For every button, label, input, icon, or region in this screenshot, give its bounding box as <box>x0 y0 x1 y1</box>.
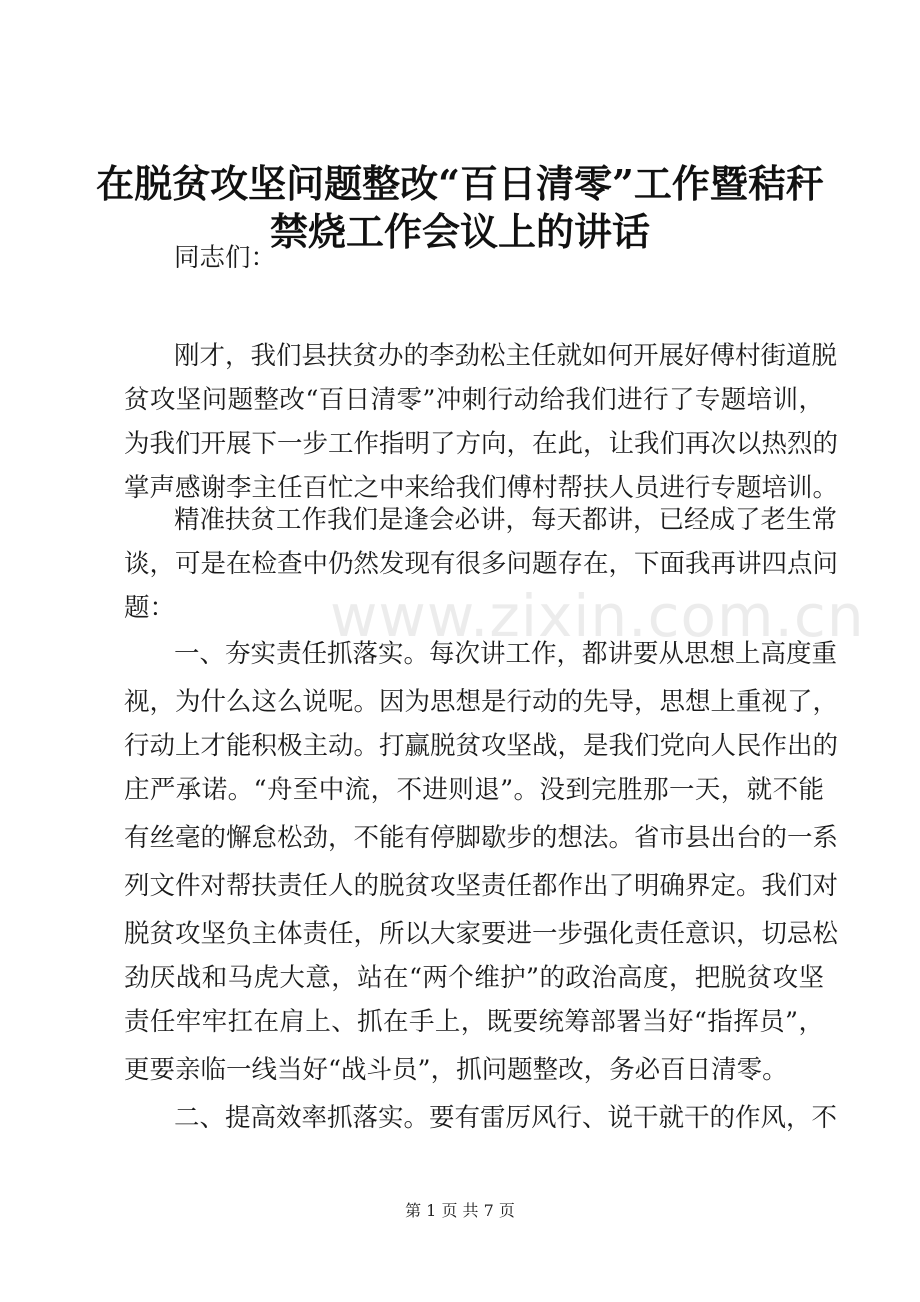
paragraph-1-line-3: 为我们开展下一步工作指明了方向，在此，让我们再次以热烈的 <box>124 429 839 459</box>
paragraph-3-line-7: 脱贫攻坚负主体责任，所以大家要进一步强化责任意识，切忌松 <box>124 919 839 949</box>
title-line-2: 禁烧工作会议上的讲话 <box>269 209 650 254</box>
paragraph-2-line-1: 精准扶贫工作我们是逢会必讲，每天都讲，已经成了老生常 <box>174 505 838 535</box>
paragraph-2-line-2: 谈，可是在检查中仍然发现有很多问题存在，下面我再讲四点问 <box>124 549 839 579</box>
salutation: 同志们： <box>174 243 277 273</box>
paragraph-3-line-5: 有丝毫的懈怠松劲，不能有停脚歇步的想法。省市县出台的一系 <box>124 823 839 853</box>
paragraph-3-line-2: 视，为什么这么说呢。因为思想是行动的先导，思想上重视了， <box>124 687 839 717</box>
paragraph-3-line-3: 行动上才能积极主动。打赢脱贫攻坚战，是我们党向人民作出的 <box>124 731 839 761</box>
page-footer: 第 1 页 共 7 页 <box>405 1201 515 1220</box>
paragraph-3-line-4: 庄严承诺。“舟至中流，不进则退”。没到完胜那一天，就不能 <box>124 775 824 805</box>
paragraph-3-line-6: 列文件对帮扶责任人的脱贫攻坚责任都作出了明确界定。我们对 <box>124 871 839 901</box>
paragraph-1-line-2: 贫攻坚问题整改“百日清零”冲刺行动给我们进行了专题培训， <box>124 385 824 415</box>
paragraph-1-line-1: 刚才，我们县扶贫办的李劲松主任就如何开展好傅村街道脱 <box>174 341 838 371</box>
paragraph-3-line-8: 劲厌战和马虎大意，站在“两个维护”的政治高度，把脱贫攻坚 <box>124 963 824 993</box>
paragraph-3-line-1: 一、夯实责任抓落实。每次讲工作，都讲要从思想上高度重 <box>174 639 838 669</box>
watermark: www.zixin.com.cn <box>330 582 865 650</box>
paragraph-3-line-10: 更要亲临一线当好“战斗员”，抓问题整改，务必百日清零。 <box>124 1055 788 1085</box>
paragraph-2-line-3: 题： <box>124 593 176 623</box>
paragraph-1-line-4: 掌声感谢李主任百忙之中来给我们傅村帮扶人员进行专题培训。 <box>124 473 839 503</box>
paragraph-4-line-1: 二、提高效率抓落实。要有雷厉风行、说干就干的作风，不 <box>174 1103 838 1133</box>
paragraph-3-line-9: 责任牢牢扛在肩上、抓在手上，既要统筹部署当好“指挥员”， <box>124 1007 824 1037</box>
title-line-1: 在脱贫攻坚问题整改“百日清零”工作暨秸秆 <box>96 161 824 206</box>
